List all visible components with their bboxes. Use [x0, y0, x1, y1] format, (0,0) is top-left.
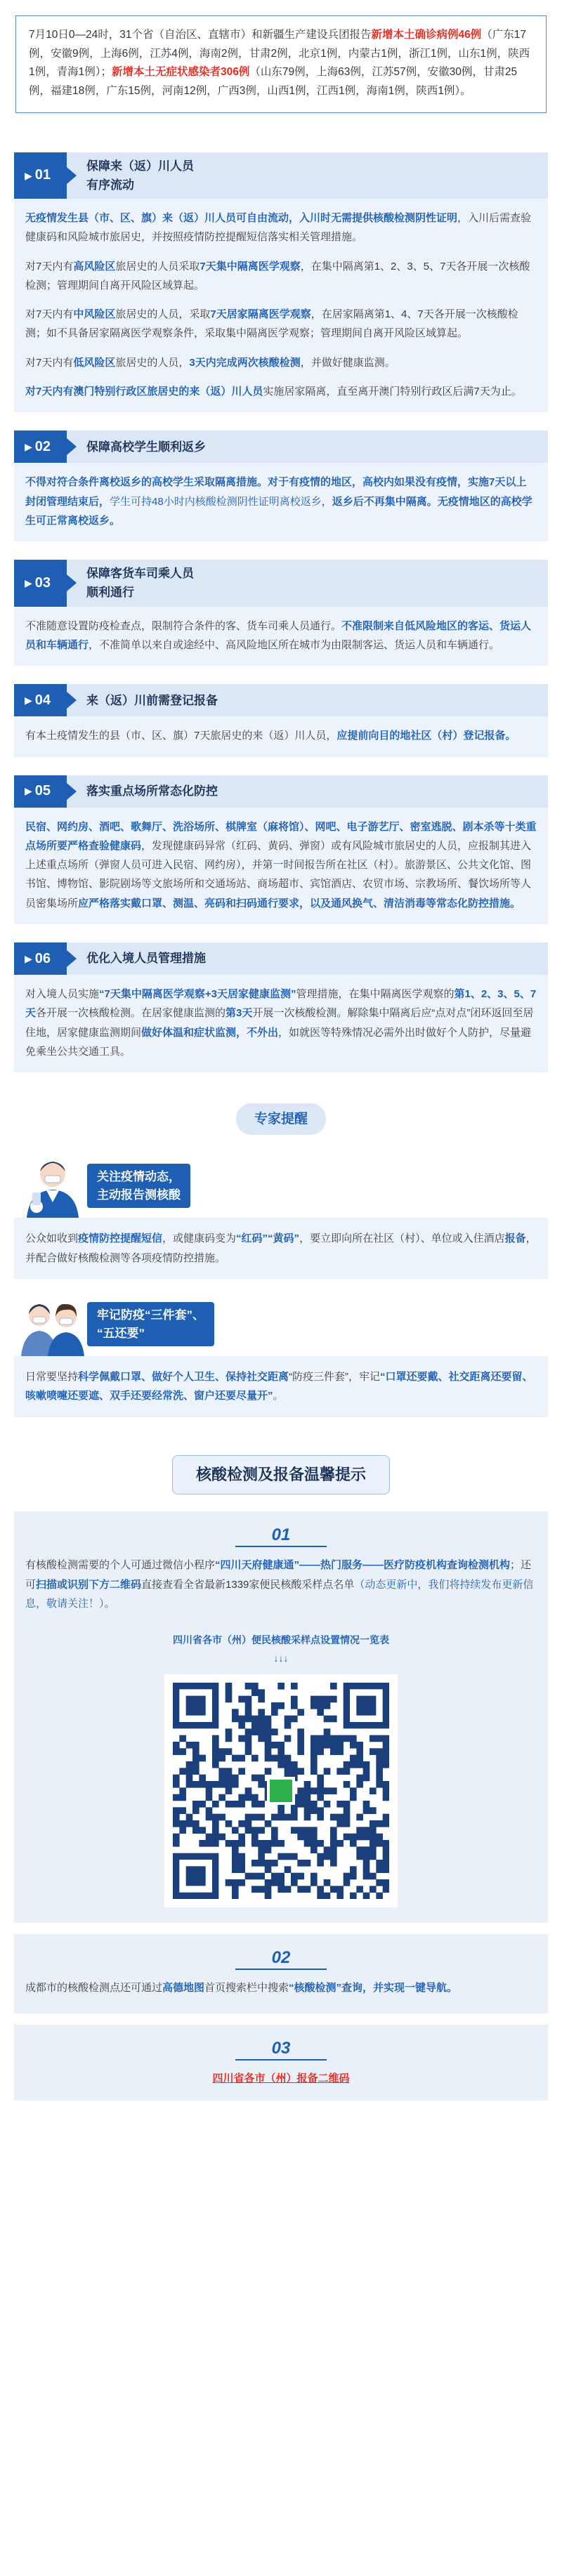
- daily-report-box: [15, 15, 547, 113]
- section-number: 06: [34, 950, 51, 966]
- nucleic-tip-01: 01 有核酸检测需要的个人可通过微信小程序“四川天府健康通”——热门服务——医疗防疫机构查询检测机构；还可扫描或识别下方二维码直接查看全省最新1339家便民核酸采样点名单（动态更新中，我们将持续发布更新信息，敬请关注！）。 四川省各市（州）便民核酸采样点设置情况一览表 ↓↓↓: [14, 1511, 548, 1923]
- confirmed-breakdown: （广东17例，安徽9例，上海6例，江苏4例，海南2例，甘肃2例，北京1例，内蒙古1例，浙江1例，山东1例，陕西1例，青海1例）；: [29, 29, 530, 79]
- tip2-header: [14, 1289, 548, 1356]
- section-body: 无疫情发生县（市、区、旗）来（返）川人员可自由流动，入川时无需提供核酸检测阴性证明，入川后需查验健康码和风险城市旅居史，并按照疫情防控提醒短信落实相关管理措施。 对7天内有高风险区旅居史的人员采取7天集中隔离医学观察，在集中隔离第1、2、3、5、7天各开展一次核酸检测；管理期间自离开风险区域算起。 对7天内有中风险区旅居史的人员，采取7天居家隔离医学观察，在居家隔离第1、4、7天各开展一次核酸检测；如不具备居家隔离医学观察条件，采取集中隔离医学观察；管理期间自离开风险区域算起。 对7天内有低风险区旅居史的人员，3天内完成两次核酸检测，并做好健康监测。 对7天内有澳门特别行政区旅居史的来（返）川人员实施居家隔离，直至离开澳门特别行政区后满7天为止。: [14, 199, 548, 412]
- section-title: 优化入境人员管理措施: [86, 952, 206, 966]
- section-header: [14, 942, 548, 975]
- nucleic-tip-03: [14, 2025, 548, 2101]
- report-intro: 7月10日0—24时，31个省（自治区、直辖市）和新疆生产建设兵团报告: [29, 29, 372, 41]
- section-title-line2: 顺利通行: [86, 586, 134, 600]
- expert-tips-title: 专家提醒: [236, 1103, 326, 1135]
- tip2-label: 牢记防疫“三件套”、 “五还要”: [87, 1302, 214, 1346]
- policy-sections: [14, 152, 548, 1073]
- section-body: 有本土疫情发生的县（市、区、旗）7天旅居史的来（返）川人员，应提前向目的地社区（村）登记报备。: [14, 716, 548, 756]
- section-body: 不准随意设置防疫检查点，限制符合条件的客、货车司乘人员通行。不准限制来自低风险地区的客运、货运人员和车辆通行，不准简单以来自或途经中、高风险地区所在城市为由限制客运、货运人员和车辆通行。: [14, 607, 548, 666]
- masked-people-illustration-icon: [14, 1289, 91, 1356]
- section-02: [14, 431, 548, 541]
- section-06: [14, 942, 548, 1072]
- section-number: 02: [34, 438, 51, 454]
- section-body: 不得对符合条件离校返乡的高校学生采取隔离措施。对于有疫情的地区，高校内如果没有疫情，实施7天以上封闭管理结束后，学生可持48小时内核酸检测阴性证明离校返乡，返乡后不再集中隔离。无疫情地区的高校学生可正常离校返乡。: [14, 463, 548, 541]
- tip1-label: 关注疫情动态， 主动报告测核酸: [87, 1164, 190, 1208]
- section-header: [14, 560, 548, 606]
- section-04: [14, 684, 548, 756]
- asymptomatic-breakdown: （山东79例，上海63例，江苏57例，安徽30例，甘肃25例，福建18例，广东15例，河南12例，广西3例，山西1例，江西1例，海南1例，陕西1例）。: [29, 66, 518, 97]
- section-title: 保障来（返）川人员: [86, 159, 194, 173]
- nucleic-tip-02: 02 成都市的核酸检测点还可通过高德地图首页搜索栏中搜索“核酸检测”查询，并实现一键导航。: [14, 1934, 548, 2013]
- arrow-right-icon: ▶: [25, 441, 32, 453]
- article-page: [0, 15, 562, 2101]
- section-header: [14, 684, 548, 716]
- section-03: [14, 560, 548, 666]
- down-arrows-icon: ↓↓↓: [273, 1652, 289, 1664]
- qr-code[interactable]: [164, 1674, 398, 1907]
- arrow-right-icon: ▶: [25, 952, 32, 964]
- section-title: 落实重点场所常态化防控: [86, 784, 218, 798]
- section-title: 保障高校学生顺利返乡: [86, 440, 206, 454]
- section-title-line2: 有序流动: [86, 178, 134, 192]
- section-body: 对入境人员实施“7天集中隔离医学观察+3天居家健康监测”管理措施，在集中隔离医学观察的第1、2、3、5、7天各开展一次核酸检测。在居家健康监测的第3天开展一次核酸检测。解除集中隔离后应“点对点”闭环返回至居住地，居家健康监测期间做好体温和症状监测，不外出，如就医等特殊情况必需外出时做好个人防护，尽量避免乘坐公共交通工具。: [14, 975, 548, 1072]
- arrow-right-icon: ▶: [25, 169, 32, 181]
- section-title: 保障客货车司乘人员: [86, 567, 194, 581]
- section-number: 01: [34, 167, 51, 183]
- section-body: 民宿、网约房、酒吧、歌舞厅、洗浴场所、棋牌室（麻将馆）、网吧、电子游艺厅、密室逃脱、剧本杀等十类重点场所要严格查验健康码，发现健康码异常（红码、黄码、弹窗）或有风险城市旅居史的人员，应报制其进入上述重点场所（弹窗人员可进入民宿、网约房），并第一时间报告所在社区（村）。旅游景区、公共文化馆、图书馆、博物馆、影院剧场等文旅场所和交通场站、商场超市、宾馆酒店、农贸市场、宗教场所、餐饮场所等人员密集场所应严格落实戴口罩、测温、亮码和扫码通行要求，以及通风换气、清洁消毒等常态化防控措施。: [14, 808, 548, 924]
- tip1-body: 公众如收到疫情防控提醒短信，或健康码变为“红码”“黄码”，要立即向所在社区（村）、单位或入住酒店报备，并配合做好核酸检测等各项疫情防控措施。: [14, 1218, 548, 1279]
- section-number: 05: [34, 783, 51, 799]
- tip2-body: 日常要坚持科学佩戴口罩、做好个人卫生、保持社交距离“防疫三件套”，牢记“口罩还要戴、社交距离还要留、咳嗽喷嚏还要遮、双手还要经常洗、窗户还要尽量开”。: [14, 1356, 548, 1417]
- tip-number: 01: [235, 1524, 327, 1547]
- section-header: [14, 152, 548, 199]
- section-number: 04: [34, 692, 51, 708]
- qr-caption: 四川省各市（州）便民核酸采样点设置情况一览表: [173, 1634, 389, 1646]
- arrow-right-icon: ▶: [25, 785, 32, 797]
- section-header: [14, 775, 548, 808]
- arrow-right-icon: ▶: [25, 577, 32, 589]
- nucleic-tips-title: 核酸检测及报备温馨提示: [172, 1455, 390, 1495]
- tip-number: 02: [235, 1947, 327, 1970]
- arrow-right-icon: ▶: [25, 694, 32, 706]
- section-title: 来（返）川前需登记报备: [86, 693, 218, 707]
- local-asymptomatic-count: 新增本土无症状感染者306例: [112, 66, 250, 79]
- tip-number: 03: [235, 2037, 327, 2061]
- section-01: [14, 152, 548, 413]
- doctor-illustration-icon: [14, 1150, 91, 1218]
- report-qr-link[interactable]: 四川省各市（州）报备二维码: [212, 2072, 350, 2084]
- tip1-header: [14, 1150, 548, 1218]
- section-number: 03: [34, 574, 51, 591]
- local-confirmed-count: 新增本土确诊病例46例: [371, 29, 482, 41]
- section-05: [14, 775, 548, 924]
- section-header: [14, 431, 548, 463]
